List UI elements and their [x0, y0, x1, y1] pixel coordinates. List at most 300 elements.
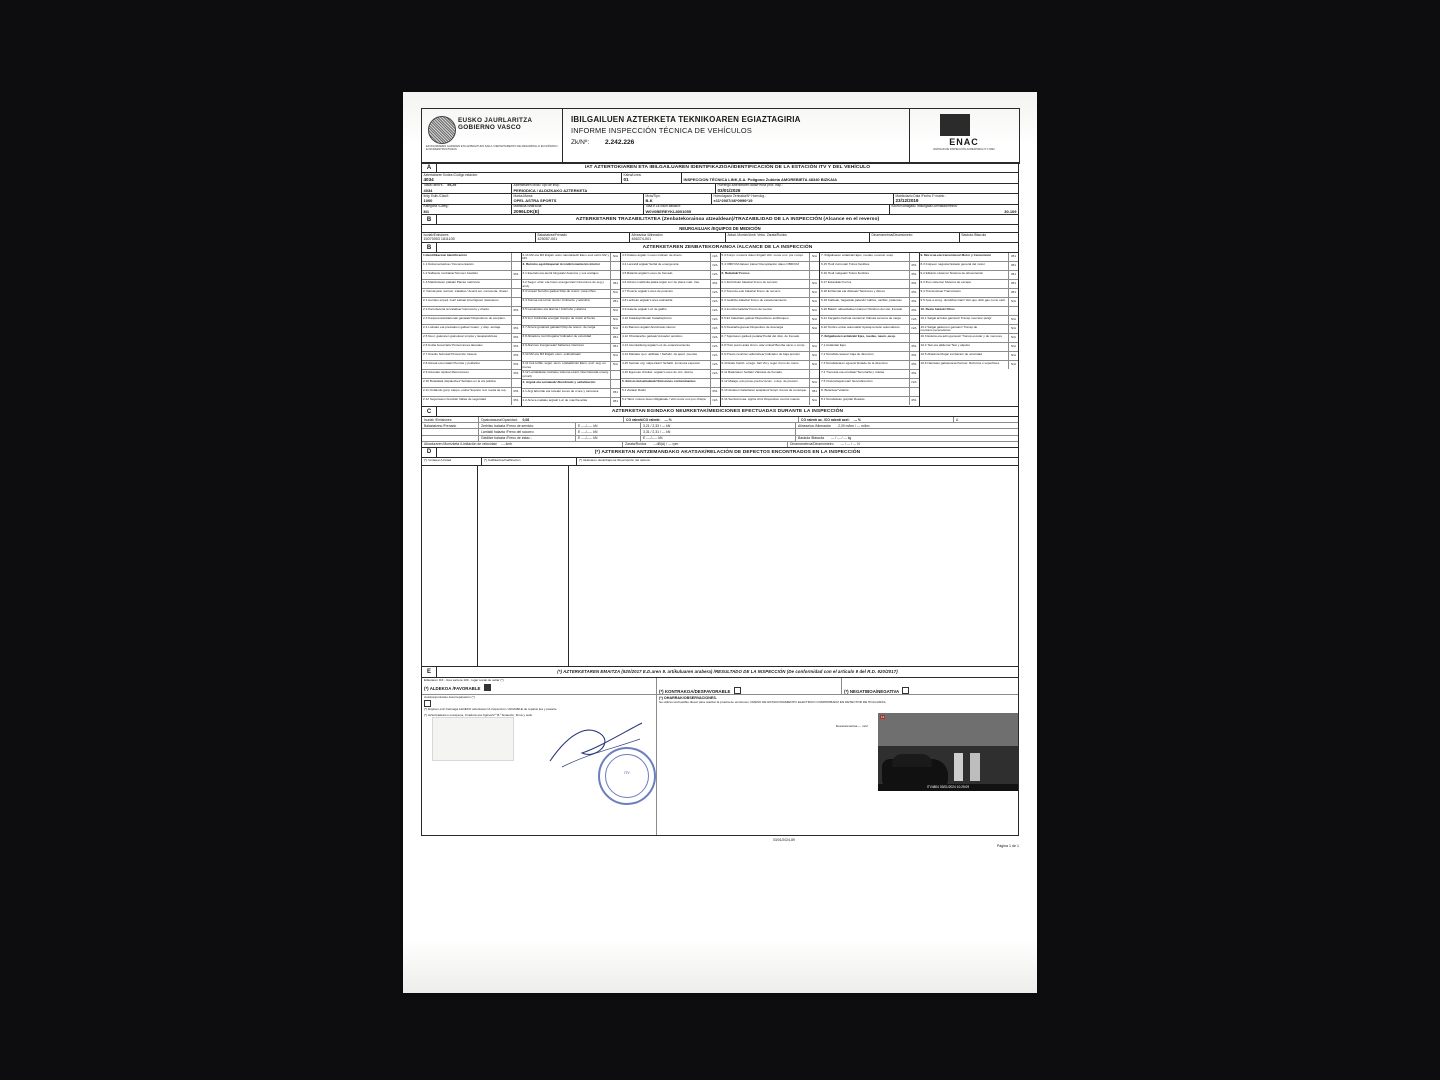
scope-item-desc: Temorarila y rótulas — [857, 369, 885, 374]
scope-item-text — [920, 298, 1009, 306]
scope-item-desc: Alumbrado interior — [650, 324, 676, 329]
scope-item-result: 051 — [909, 262, 919, 270]
scope-item-code: 7.4 Tremaria eta errobiak/ — [821, 369, 858, 374]
defects-classification-column — [478, 466, 569, 666]
defects-classification-header: (*) Kalifikazioa/Calificación — [482, 458, 577, 465]
defects-unit-header: (*) Unitatea /Unidad — [422, 458, 482, 465]
scope-item-result: N/A — [610, 362, 620, 370]
scope-item-result: N/A — [1008, 361, 1018, 369]
scope-item-code: 1.2 Salbanie zenbakia/ — [423, 270, 456, 275]
scope-item-text — [621, 334, 710, 342]
scope-item-text — [621, 253, 710, 261]
itv-form — [421, 108, 1019, 976]
scope-item-result: N/A — [1008, 352, 1018, 360]
scope-column-2 — [522, 253, 622, 406]
make-cell — [512, 194, 644, 204]
noise-label: Zarata/Ruidos — [625, 442, 647, 447]
scope-item-text — [621, 379, 710, 387]
next-inspection-cell — [716, 184, 1018, 194]
scope-item-result — [511, 379, 521, 387]
scope-item-code: 2.12 Segurtasun broxilok/ — [423, 396, 459, 401]
scope-item-text — [920, 325, 1009, 333]
scope-item-result: 051 — [909, 271, 919, 279]
scale-value: --- / --- / --- kg — [830, 436, 852, 441]
scope-item-desc: Caja de dirección — [849, 351, 874, 356]
scope-item-desc: Disp.de retenc. para niños — [559, 289, 596, 294]
scope-item-desc: Acum. o dep. de presión — [764, 378, 798, 383]
section-d-band — [421, 448, 1019, 458]
scope-item-code: 6.21 Kargarko balzuta zentierra/ — [821, 315, 866, 320]
defects-unit-column — [422, 466, 478, 666]
section-c-letter: C — [422, 407, 437, 416]
a-row-3 — [421, 194, 1019, 205]
scope-item-code: 6.18 Erribonak eta diskoak/ — [821, 288, 860, 293]
speed-limit-label: Abiaduraren Murrizketa /Limitación de velocidad: — [424, 442, 498, 447]
scope-item-desc: anim.naturaldedi/ Elem.excl.vehíc M2 y M3 — [522, 252, 610, 261]
scope-item-text — [522, 371, 611, 379]
scope-item-code: 7.3 Norabidearen egoera/ — [821, 360, 858, 365]
scope-item-code: 2.1 Aurreko enpeti. Aurri kailua/ — [423, 297, 467, 302]
alignment-value: 2,00 m/km / --- m/km — [838, 423, 870, 428]
scope-item-code: 10.6 Narrasko gabekoaren/formaz. — [920, 361, 970, 366]
scope-item-text — [621, 388, 710, 396]
co-idle-value: --- % — [664, 417, 672, 422]
defects-description-header: (*) Akatsaren deskribapena /Descripción del defecto — [579, 457, 651, 462]
scope-item-text — [522, 344, 611, 352]
scope-item-desc: Tubos flexibles — [848, 261, 870, 266]
deceleration-label: Desazelerazioa:--- m/s² — [835, 724, 868, 729]
noise-value: ---dB(A) / --- rpm — [653, 442, 679, 447]
vin-label: Tasa e Zk./Núm.bastidor: — [645, 204, 681, 209]
scope-item-code: 7. Ibilgailuaren ardatzak/ — [821, 333, 858, 338]
scope-item-result: N/A — [710, 361, 720, 369]
scope-item-desc: Dispositivo de descarga — [750, 324, 784, 329]
line-value: 01 — [623, 177, 629, 183]
scope-item-text — [920, 262, 1009, 270]
scope-item-text — [721, 298, 810, 306]
equipment-subtitle: NEURGAILUAK /EQUIPOS DE MEDICIÓN — [679, 226, 761, 232]
scope-item-desc: Dispositivos de acoplam. — [471, 315, 506, 320]
scope-item-result — [610, 380, 620, 388]
scope-item-result: N/A — [710, 343, 720, 351]
c-axis-header: A — [956, 417, 959, 422]
scope-item-text — [422, 343, 511, 351]
scope-item-desc: Emisiones contaminantes — [657, 378, 696, 383]
scope-item-text — [721, 289, 810, 297]
scope-item-code: 7.5 Orekrorlagunsuar/ — [821, 378, 852, 383]
line-label: Kalea/Línea: — [623, 173, 642, 177]
photo-person-1 — [954, 753, 963, 781]
scope-item-result: 051 — [511, 325, 521, 333]
scope-item-code: 6.3 Gelditze-balazta/ — [721, 297, 751, 302]
scope-item-result: 051 — [511, 352, 521, 360]
scope-item-code: 1.1 Dokumentazioa / — [423, 261, 453, 266]
scope-item-desc: Acopl. frenos de remolque — [770, 387, 807, 392]
scope-item-text — [621, 280, 710, 288]
equip-alignment — [630, 233, 726, 242]
negative-option — [844, 687, 1016, 694]
odometer-value: 30.109 — [1004, 208, 1017, 214]
scope-item-text — [522, 253, 611, 261]
scope-item-text — [721, 262, 810, 270]
scope-item-result: N/A — [1008, 325, 1018, 333]
gov-department: EKONOMIAREN GARAPEN ETA AZPIEGITURA SAILA / DEPARTAMENTO DE DESARROLLO ECONÓMICO E INFRAESTRUCTURAS — [426, 145, 558, 152]
scope-item-desc: Tubos flexibles — [848, 270, 869, 275]
station-code-cell — [422, 173, 622, 183]
scope-item-desc: Documentación — [452, 261, 474, 266]
scope-item-code: 3.8 Abiadura murriztugailu/ — [522, 334, 561, 339]
scope-item-result: N/A — [809, 298, 819, 306]
scope-item-text — [721, 352, 810, 360]
vin-value: W0V0BEREYKL8001055 — [645, 208, 692, 214]
scope-item-result: N/A — [1008, 316, 1018, 324]
scope-item-text — [522, 335, 611, 343]
scope-item-code: 3.3 Lineari buruzko gailua/ — [522, 289, 560, 294]
section-e-letter: E — [422, 667, 437, 677]
section-e-title: (*) AZTERKETAREN EMAITZA (920/2017 E.D.aren 9. artikuluaren arabera) /RESULTADO DE LA INSPECCIÓN (De conformidad con el artículo 9 del R.D. 920/2017) — [557, 669, 898, 675]
scope-item-text — [522, 326, 611, 334]
service-brake-axis2: 3,21 / 2,33 / --- kN — [641, 423, 796, 428]
scope-item-code: 3.7 Atzera gurainek gailuak/ — [522, 325, 562, 330]
scope-item-code: 3.6 Inor zubiretika energia/ — [522, 316, 560, 321]
scope-item-desc: Guarn. y disp. anclaje — [470, 324, 501, 329]
scope-item-text — [820, 352, 909, 360]
scope-item-desc: Reforma o superficies — [969, 361, 1000, 366]
scope-item-code: 6.7 Sgurtasun gailuek pedala/ — [721, 333, 764, 338]
section-d-title: (*) AZTERKETAN ANTZEMANDAKO AKATSAK/RELACIÓN DE DEFECTOS ENCONTRADOS EN LA INSPECCIÓN — [594, 449, 861, 455]
scope-item-code: 10.1 Salgai arriskut.garraioz/ — [920, 315, 961, 320]
scope-item-result — [610, 262, 620, 270]
scope-item-desc: Válvulas de frenado — [754, 369, 782, 374]
scope-item-result: N/A — [710, 253, 720, 261]
opacity-cell — [479, 417, 624, 422]
scope-item-result — [511, 253, 521, 261]
section-b-letter: B — [422, 215, 437, 224]
scope-item-result: N/A — [710, 307, 720, 315]
scope-item-code: 3.9 Alarmen inanguneak/ — [522, 343, 558, 348]
scope-item-desc: Ruido — [637, 387, 646, 392]
scope-item-result — [809, 262, 819, 270]
scope-item-desc: Luces antiniebla — [650, 297, 673, 302]
signature-cell — [422, 695, 657, 835]
type-label: Mota/Tipo: — [645, 194, 661, 198]
scope-item-text — [920, 253, 1009, 261]
scope-item-result: 051 — [511, 343, 521, 351]
scope-item-result: 051 — [610, 335, 620, 343]
dyno-cell — [788, 442, 1018, 447]
scope-item-code: 6.17 Estankak/ — [821, 279, 843, 284]
scope-item-code: 2.2 Karrobeteria ta tratailua/ — [423, 306, 463, 311]
scope-item-desc: Dispositivo control mando — [764, 396, 800, 401]
section-b-scope-letter: B — [422, 243, 437, 252]
scope-item-desc: ezarri./ Esc.llamada emerg.(eCall) — [522, 370, 609, 378]
scope-item-desc: Otros — [946, 306, 955, 311]
equip-speed-noise — [726, 233, 870, 242]
scope-item-text — [621, 370, 710, 378]
scope-item-result: N/A — [710, 271, 720, 279]
scope-item-text — [422, 280, 511, 288]
contrary-checkbox[interactable] — [734, 687, 741, 694]
scope-item-text — [820, 397, 909, 405]
photo-person-2 — [970, 753, 980, 781]
scope-item-code: 6.5 Ez baleztako gailua/ — [721, 315, 756, 320]
scope-item-text — [621, 352, 710, 360]
scope-item-desc: Taxi y alquiler — [951, 343, 971, 348]
scope-item-text — [820, 361, 909, 369]
scope-item-desc: Transp.mercanc.peligr. — [960, 315, 993, 320]
braking-label: Balaztatzea /Frenado — [422, 423, 479, 428]
service-brake-label: Zerbitzu balazta /Freno de servicio: — [479, 423, 576, 428]
scope-item-code: 3.11 Irek.turbik, segur. elem. — [522, 361, 563, 366]
scope-item-text — [721, 280, 810, 288]
scope-item-code: 2.6 Kolda busorrialo/ — [423, 342, 453, 347]
equip-scale-label: Baskula /Báscula — [961, 233, 986, 237]
scope-item-desc: Sistema de escape — [944, 279, 972, 284]
page-number: Página 1 de 1 — [996, 844, 1019, 849]
plate-value: 2096LDK(E) — [513, 208, 540, 214]
equip-braking-value: 425057-001 — [537, 237, 558, 242]
defects-description-column — [569, 466, 1018, 666]
scope-item-result: 051 — [511, 397, 521, 405]
scope-item-result: N/A — [610, 290, 620, 298]
title-block — [561, 108, 910, 164]
scope-item-code: 6.14 Senborrunea. Agrria cilm/ — [721, 396, 765, 401]
favorable-label: (*) ALDEKOA /FAVORABLE — [424, 686, 481, 692]
scope-item-desc: Veh. motor enc. por compr. — [766, 252, 804, 257]
scope-item-text — [522, 362, 611, 370]
scope-item-desc: Antirrobo y alarma — [560, 307, 586, 312]
scope-item-result: N/A — [809, 397, 819, 405]
scope-item-result: 051 — [511, 370, 521, 378]
scope-item-desc: Frenos — [739, 270, 750, 275]
scope-item-text — [522, 317, 611, 325]
scope-item-desc: Vallas de seguridad — [458, 396, 486, 401]
scope-item-result: N/A — [809, 379, 819, 387]
odometer-cell — [890, 205, 1018, 215]
scope-item-code: 2.3 Kanpoamokoilarienak ganalak/ — [423, 315, 472, 320]
scope-item-result: 051 — [909, 352, 919, 360]
scope-item-desc: Válvula sensora de carga — [865, 315, 901, 320]
scope-item-code: 3.10 M2 eta M3 ibilgail. elem. — [522, 352, 564, 357]
scope-item-text — [920, 271, 1009, 279]
contrary-label: (*) KONTRAKOA/DESFAVORABLE — [659, 688, 731, 694]
parking-brake-label: Gelditze balazta /Freno de estac.: — [479, 436, 576, 441]
scope-item-code: 4.6 Atzeko matrikula-plaka argia/ — [622, 279, 668, 284]
scope-item-text — [522, 290, 611, 298]
scope-item-result: 051 — [909, 298, 919, 306]
scope-item-result: N/A — [809, 325, 819, 333]
scope-item-code: 10.3 Eskola eta adin.gamoaz/ — [920, 334, 963, 339]
defects-body — [421, 466, 1019, 667]
scope-item-code: 4.13 Asunkatilerig argiak/ — [622, 342, 658, 347]
scope-item-result — [909, 253, 919, 261]
scope-item-desc: Ajustaj.tensión automáticos — [862, 324, 900, 329]
station-code-label: Aztertokiaren Kodea /Código estación: — [423, 173, 478, 177]
form-header — [421, 108, 1019, 162]
equip-dyno-label: Dinamometroa/Dinamómetro — [871, 233, 913, 237]
scope-item-code: 6.2 Sorosze-edo balazta/ — [721, 288, 757, 293]
scope-item-result: N/A — [710, 397, 720, 405]
scope-item-code: 4.8 Lanbeko argiak/ — [622, 297, 651, 302]
scope-item-code: 4.2 Atzera mailako argiak/ — [522, 397, 559, 402]
scope-item-code: 10.5 Abiadura Muga/ — [920, 352, 950, 357]
signature-label: (*) Aztertzailearen onespena, zinadura eta zigirua/V.º B.º Estación, firma y sello — [424, 712, 533, 717]
section-a-title: IAT AZTERTOKIAREN ETA IBILGAILUAREN IDENTIFIKAZIOA/IDENTIFICACIÓN DE LA ESTACIÓN ITV Y DEL VEHÍCULO — [584, 165, 871, 170]
scope-item-text — [920, 280, 1009, 288]
scope-item-desc: Luz de estacionamiento — [657, 342, 691, 347]
scope-item-result — [511, 289, 521, 297]
scale-label: Baskula /Báscula — [798, 436, 825, 441]
scope-item-text — [422, 271, 511, 279]
scope-item-desc: Cinturones de seg.y anclj. — [522, 280, 605, 288]
scope-item-text — [920, 289, 1009, 297]
scope-item-result: N/A — [809, 289, 819, 297]
scope-item-text — [621, 289, 710, 297]
scope-item-code: 6.9 Presio neurtzen adierazlea/ — [721, 351, 766, 356]
scope-item-result: 051 — [610, 280, 620, 288]
scope-item-text — [422, 325, 511, 333]
scope-item-code: 4. Argiak eta seinaleak/ — [522, 379, 558, 384]
scope-item-code: 1.Identifikazioa/ — [423, 252, 447, 257]
favorable-checkbox[interactable] — [484, 684, 491, 691]
scope-item-code: 3.1 Eserleki eta aterik bingutak/ — [522, 271, 567, 276]
scope-item-code: 6.15 Hodi zurrunak/ — [821, 261, 849, 266]
scope-item-code: 4.3 Kaleku argiak / — [622, 252, 649, 257]
scope-item-text — [820, 370, 909, 378]
scope-item-result: 051 — [610, 299, 620, 307]
scope-item-text — [820, 262, 909, 270]
enac-word: ENAC — [949, 137, 979, 147]
scope-item-code: 9.2 Elikazio sistema/ — [920, 270, 950, 275]
scope-item-result: N/A — [1008, 298, 1018, 306]
scope-item-desc: Dispositivos antibloqueo — [755, 315, 789, 320]
scope-item-desc: Luz de placa matr. tras. — [667, 279, 700, 284]
scope-item-result: N/A — [909, 379, 919, 387]
scope-item-desc: Protección trasera — [451, 351, 477, 356]
scope-item-text — [422, 397, 511, 405]
scope-item-text — [422, 253, 511, 261]
scope-item-result: N/A — [710, 334, 720, 342]
category-label: Kategoria /Categ.: — [423, 204, 450, 209]
scope-item-desc: Transmisión — [944, 288, 961, 293]
scope-item-text — [820, 379, 909, 387]
section-b-band — [421, 215, 1019, 225]
section-c-title: AZTERKETAN EGINDAKO NEURKETAK/MEDICIONES EFECTUADAS DURANTE LA INSPECCIÓN — [611, 409, 844, 415]
government-logo-block — [421, 108, 563, 164]
spacer-2 — [796, 429, 1018, 434]
speed-limit-cell — [422, 442, 623, 447]
scope-item-result: 051 — [809, 388, 819, 396]
scope-item — [820, 397, 919, 405]
scope-item-code: 7.1 Ardatzak/ — [821, 342, 840, 347]
scope-item-code: 2.9 Atzerako ispilua/ — [423, 369, 452, 374]
self-repair-note: (*) Erginen ezin hamaiga ALDEKO azterketan IA inspección / AKIZABLE de reparar lea y pasarte — [424, 707, 557, 712]
scope-item-text — [721, 361, 810, 369]
negative-checkbox[interactable] — [902, 687, 909, 694]
parking-brake-axis2: E ----/----- kN — [641, 436, 796, 441]
scope-item-result: N/A — [610, 326, 620, 334]
co-idle-cell — [624, 417, 799, 422]
scope-item-code: 4.14 Mariaka t.jen. aktibatu / — [622, 351, 662, 356]
scope-item-desc: Asientos y sus anclajes — [566, 271, 599, 276]
scope-item-text — [422, 289, 511, 297]
inspection-scope-grid — [421, 253, 1019, 407]
scope-item-code: 7. Ibilgailuaren ardatzak/ — [821, 252, 856, 257]
alignment-cell — [796, 423, 1018, 428]
equip-scale — [960, 233, 1018, 242]
scope-item-result: N/A — [710, 298, 720, 306]
dyno-value: --- / --- / --- N — [840, 442, 860, 447]
scope-item-text — [522, 271, 611, 279]
equip-emissions-label: Isuriak/Emisiones — [423, 233, 449, 237]
scope-item-result: 051 — [909, 343, 919, 351]
scope-item-desc: Puertas y peldaños — [453, 360, 480, 365]
scope-item-text — [621, 316, 710, 324]
scope-item-text — [621, 397, 710, 405]
scope-item-code: 2. Karrak-jiiok, karrost, tratailua / — [423, 288, 469, 293]
scope-item-code: 8.1 Norabideko gurpila/ — [821, 396, 854, 401]
scope-item-text — [621, 361, 710, 369]
self-repair-label: Autokonpontzeko Autorreparación (*) — [424, 694, 475, 699]
scope-item-desc: Acond.sol. carroceria, chasis — [468, 288, 508, 293]
scope-item-text — [721, 316, 810, 324]
scope-item-result: N/A — [909, 316, 919, 324]
scope-item-desc: Estado general del motor — [950, 261, 986, 266]
inspection-type-cell — [512, 184, 716, 194]
scope-item-desc: Señaliz. luminosa especial — [662, 360, 700, 365]
scope-item-result: 051 — [610, 398, 620, 406]
self-repair-checkbox[interactable] — [424, 700, 431, 707]
station-code-value: 4034 — [423, 177, 434, 183]
dyno-label: Dinamometroa/Dinamómetro — [790, 442, 834, 447]
spacer-1 — [422, 429, 479, 434]
scope-item — [920, 361, 1019, 369]
equip-emissions-value: 15070053 1811105 — [423, 237, 455, 242]
scope-item-desc: Tambores y discos — [859, 288, 885, 293]
scope-item-text — [422, 334, 511, 342]
scope-item-code: 9.5 Gas.a erreg. durabihan liatz/ — [920, 297, 966, 302]
scope-item-desc: Limitación de velocidad — [949, 352, 983, 357]
scope-item-text — [820, 280, 909, 288]
scope-item-result: N/A — [909, 325, 919, 333]
scope-item-code: 9.3 Ihes sistema/ — [920, 279, 945, 284]
scope-item-text — [721, 397, 810, 405]
speed-limit-value: ----kmh — [501, 442, 513, 447]
scope-item-result: 051 — [610, 344, 620, 352]
scope-item-code: 2.4 Lotirako eta prestakum gailua/ — [423, 324, 471, 329]
scope-item-desc: Veh.que utiliz.gas como carb. — [965, 297, 1006, 302]
scope-item-desc: Luz de marcha atrás — [558, 397, 588, 402]
scope-item-desc: Ambiente y acústica — [561, 298, 590, 303]
scanned-document-page — [403, 92, 1037, 993]
scope-item-text — [920, 343, 1009, 351]
scope-item-result: 051 — [511, 361, 521, 369]
scope-item-text — [522, 389, 611, 397]
scope-item-text — [721, 325, 810, 333]
scope-item-desc: Servodirección — [851, 378, 873, 383]
classification-cell — [422, 194, 512, 204]
scope-item-desc: Identificación — [446, 252, 467, 257]
equip-braking-label: Balaztatzea/Frenado — [537, 233, 567, 237]
spacer-3 — [422, 436, 479, 441]
scope-item-result: 051 — [710, 388, 720, 396]
scope-item-desc: Amortiguad. delanteros — [466, 297, 499, 302]
scope-item-desc: Señal de emergencia — [649, 261, 679, 266]
make-value: OPEL ASTRA SPORTS — [513, 198, 557, 204]
a-row-2 — [421, 184, 1019, 195]
scope-item-code: 2.5 Neur. galeraren gainokoa/ — [423, 333, 465, 338]
scope-item-text — [422, 316, 511, 324]
